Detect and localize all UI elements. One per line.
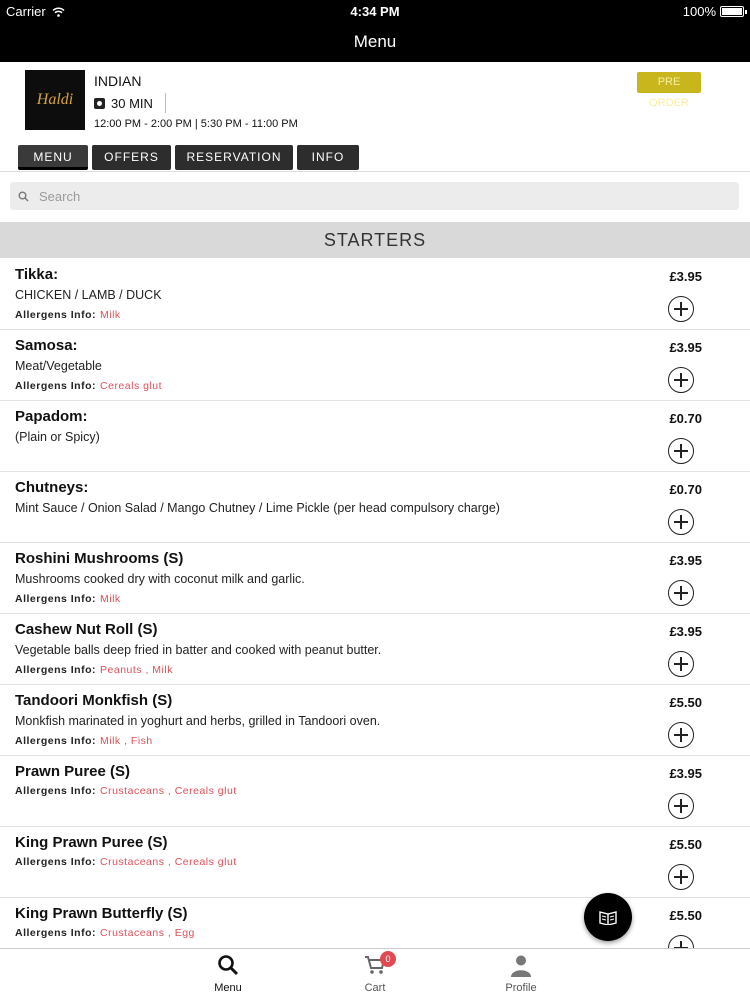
menu-item[interactable] bbox=[0, 472, 750, 543]
opening-hours: 12:00 PM - 2:00 PM | 5:30 PM - 11:00 PM bbox=[94, 118, 298, 130]
tab-menu[interactable]: MENU bbox=[18, 145, 88, 170]
allergen-label: Allergens Info: bbox=[15, 380, 97, 392]
item-price: £5.50 bbox=[669, 695, 702, 710]
item-price: £0.70 bbox=[669, 482, 702, 497]
allergen-label: Allergens Info: bbox=[15, 664, 97, 676]
status-bar bbox=[0, 0, 750, 22]
tab-info[interactable]: INFO bbox=[297, 145, 359, 170]
duration-text: 30 MIN bbox=[111, 95, 153, 111]
allergen-label: Allergens Info: bbox=[15, 927, 97, 939]
tab-bar bbox=[18, 145, 359, 170]
item-description: Meat/Vegetable bbox=[15, 359, 102, 373]
menu-item[interactable] bbox=[0, 543, 750, 614]
restaurant-logo bbox=[25, 70, 85, 130]
item-price: £5.50 bbox=[669, 908, 702, 923]
item-name: Cashew Nut Roll (S) bbox=[15, 621, 158, 638]
clock: 4:34 PM bbox=[350, 4, 400, 19]
menu-item[interactable] bbox=[0, 401, 750, 472]
bottom-tab-cart-label: Cart bbox=[364, 982, 386, 994]
section-header: STARTERS bbox=[0, 222, 750, 258]
logo-text: Haldi bbox=[36, 91, 74, 108]
bottom-tab-cart[interactable] bbox=[335, 953, 415, 994]
item-price: £5.50 bbox=[669, 837, 702, 852]
item-name: Tikka: bbox=[15, 266, 59, 283]
delivery-duration bbox=[94, 93, 166, 113]
tab-offers[interactable]: OFFERS bbox=[92, 145, 171, 170]
book-icon bbox=[598, 909, 618, 925]
search-icon bbox=[216, 953, 240, 977]
battery-percent: 100% bbox=[682, 4, 716, 19]
menu-item[interactable] bbox=[0, 685, 750, 756]
item-description: CHICKEN / LAMB / DUCK bbox=[15, 288, 162, 302]
battery bbox=[683, 4, 744, 19]
allergen-info bbox=[15, 927, 195, 939]
menu-book-fab[interactable] bbox=[584, 893, 632, 941]
item-name: King Prawn Butterfly (S) bbox=[15, 905, 188, 922]
allergen-info bbox=[15, 309, 121, 321]
search-input[interactable] bbox=[39, 189, 719, 204]
add-to-cart-button[interactable] bbox=[668, 367, 694, 393]
cart-count-badge: 0 bbox=[380, 951, 396, 967]
add-to-cart-button[interactable] bbox=[668, 438, 694, 464]
item-description: Vegetable balls deep fried in batter and cooked with peanut butter. bbox=[15, 643, 382, 657]
allergen-info bbox=[15, 735, 153, 747]
pre-order-button[interactable]: PRE ORDER bbox=[637, 72, 701, 93]
cuisine-label: INDIAN bbox=[94, 73, 142, 89]
carrier-label: Carrier bbox=[6, 4, 46, 19]
allergen-values: Milk bbox=[100, 309, 121, 321]
allergen-values: Crustaceans , Cereals glut bbox=[100, 785, 237, 797]
allergen-values: Crustaceans , Cereals glut bbox=[100, 856, 237, 868]
allergen-values: Crustaceans , Egg bbox=[100, 927, 195, 939]
menu-list bbox=[0, 259, 750, 969]
nav-bar bbox=[0, 22, 750, 62]
item-description: Mint Sauce / Onion Salad / Mango Chutney / Lime Pickle (per head compulsory charge) bbox=[15, 501, 500, 515]
allergen-info bbox=[15, 664, 173, 676]
bottom-tab-profile-label: Profile bbox=[505, 982, 537, 994]
allergen-label: Allergens Info: bbox=[15, 309, 97, 321]
allergen-values: Milk bbox=[100, 593, 121, 605]
allergen-values: Cereals glut bbox=[100, 380, 163, 392]
item-name: Papadom: bbox=[15, 408, 88, 425]
allergen-info bbox=[15, 785, 237, 797]
add-to-cart-button[interactable] bbox=[668, 296, 694, 322]
tab-reservation[interactable]: RESERVATION bbox=[175, 145, 293, 170]
search-bar[interactable] bbox=[10, 182, 739, 210]
menu-item[interactable] bbox=[0, 827, 750, 898]
allergen-values: Milk , Fish bbox=[100, 735, 153, 747]
bottom-tab-profile[interactable] bbox=[481, 953, 561, 994]
item-name: Samosa: bbox=[15, 337, 78, 354]
item-name: Chutneys: bbox=[15, 479, 89, 496]
item-description: Mushrooms cooked dry with coconut milk and garlic. bbox=[15, 572, 305, 586]
item-price: £3.95 bbox=[669, 553, 702, 568]
item-description: (Plain or Spicy) bbox=[15, 430, 100, 444]
add-to-cart-button[interactable] bbox=[668, 793, 694, 819]
allergen-values: Peanuts , Milk bbox=[100, 664, 173, 676]
item-price: £0.70 bbox=[669, 411, 702, 426]
allergen-info bbox=[15, 593, 121, 605]
add-to-cart-button[interactable] bbox=[668, 580, 694, 606]
allergen-label: Allergens Info: bbox=[15, 785, 97, 797]
restaurant-header bbox=[0, 62, 750, 172]
page-title: Menu bbox=[353, 32, 397, 51]
allergen-label: Allergens Info: bbox=[15, 593, 97, 605]
add-to-cart-button[interactable] bbox=[668, 864, 694, 890]
allergen-info bbox=[15, 856, 237, 868]
menu-item[interactable] bbox=[0, 259, 750, 330]
battery-icon bbox=[720, 6, 744, 17]
menu-item[interactable] bbox=[0, 756, 750, 827]
add-to-cart-button[interactable] bbox=[668, 722, 694, 748]
allergen-label: Allergens Info: bbox=[15, 735, 97, 747]
item-price: £3.95 bbox=[669, 340, 702, 355]
item-name: Tandoori Monkfish (S) bbox=[15, 692, 173, 709]
item-price: £3.95 bbox=[669, 269, 702, 284]
item-name: Roshini Mushrooms (S) bbox=[15, 550, 184, 567]
allergen-info bbox=[15, 380, 162, 392]
timer-icon bbox=[94, 98, 105, 109]
item-name: King Prawn Puree (S) bbox=[15, 834, 168, 851]
add-to-cart-button[interactable] bbox=[668, 509, 694, 535]
search-icon bbox=[18, 191, 29, 202]
bottom-tab-menu[interactable] bbox=[188, 953, 268, 994]
allergen-label: Allergens Info: bbox=[15, 856, 97, 868]
profile-icon bbox=[509, 953, 533, 977]
bottom-tab-menu-label: Menu bbox=[214, 982, 242, 994]
item-price: £3.95 bbox=[669, 766, 702, 781]
item-price: £3.95 bbox=[669, 624, 702, 639]
add-to-cart-button[interactable] bbox=[668, 651, 694, 677]
item-description: Monkfish marinated in yoghurt and herbs, grilled in Tandoori oven. bbox=[15, 714, 381, 728]
bottom-tab-bar bbox=[0, 948, 750, 1000]
menu-item[interactable] bbox=[0, 614, 750, 685]
menu-item[interactable] bbox=[0, 330, 750, 401]
item-name: Prawn Puree (S) bbox=[15, 763, 131, 780]
